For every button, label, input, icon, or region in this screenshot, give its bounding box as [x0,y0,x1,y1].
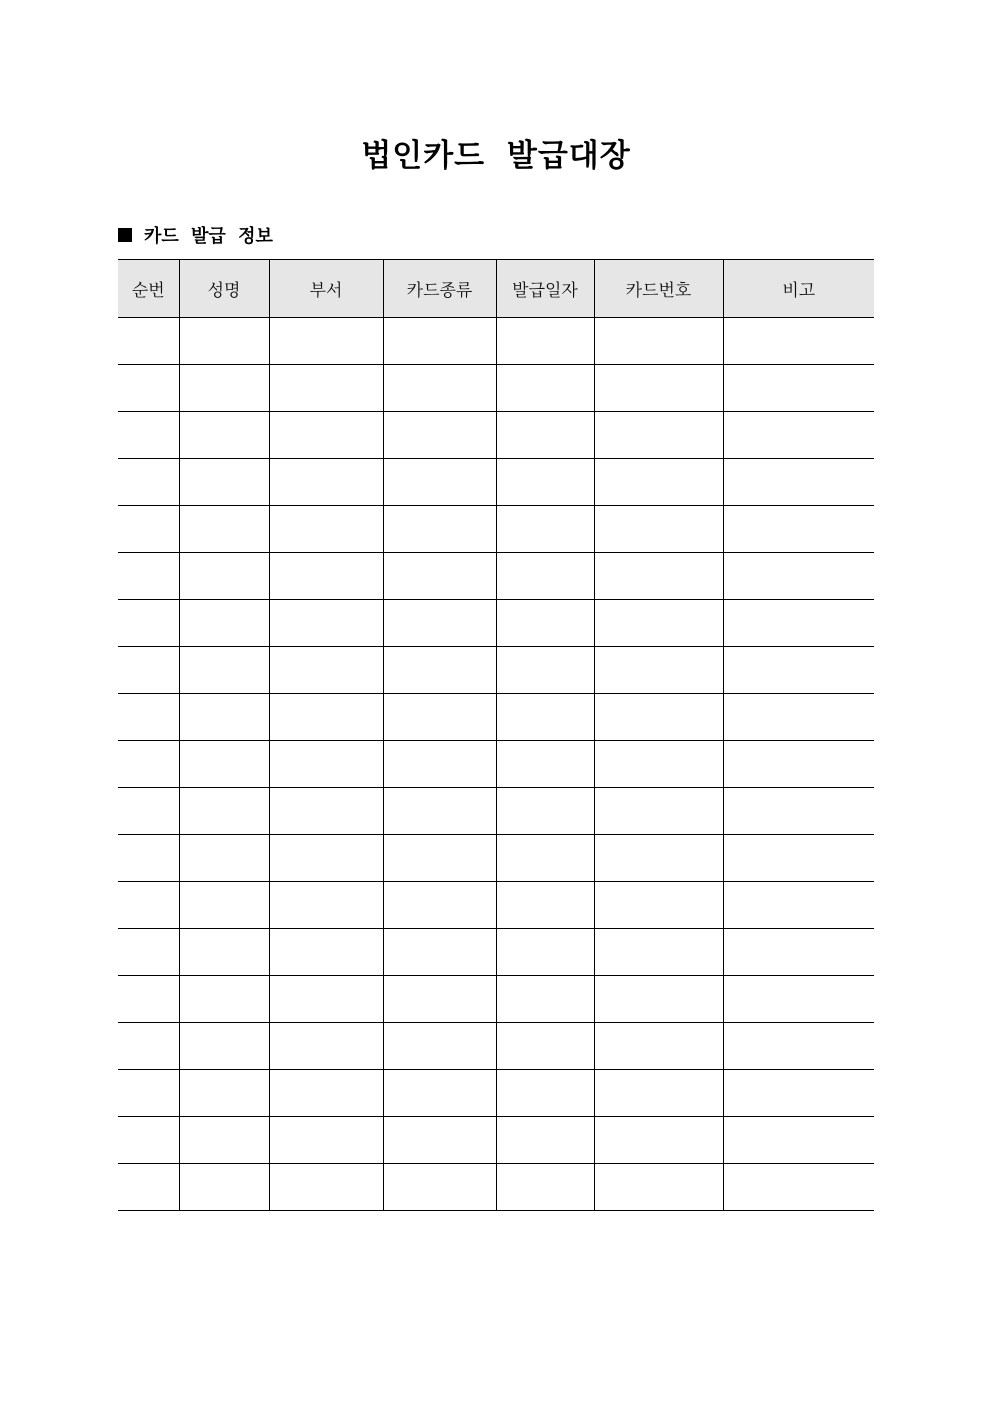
table-cell[interactable] [496,459,594,506]
table-cell[interactable] [594,459,723,506]
table-cell[interactable] [496,788,594,835]
table-cell[interactable] [383,318,496,365]
table-row [118,1070,874,1117]
table-cell[interactable] [269,929,383,976]
table-cell[interactable] [179,553,269,600]
table-row [118,647,874,694]
table-cell[interactable] [383,600,496,647]
table-cell[interactable] [383,741,496,788]
table-cell[interactable] [496,741,594,788]
table-cell[interactable] [118,976,179,1023]
table-cell[interactable] [179,318,269,365]
table-cell[interactable] [118,835,179,882]
table-cell[interactable] [496,1023,594,1070]
table-cell[interactable] [496,882,594,929]
table-cell[interactable] [383,1164,496,1211]
table-cell[interactable] [594,1023,723,1070]
table-cell[interactable] [383,929,496,976]
table-cell[interactable] [118,1164,179,1211]
table-row [118,976,874,1023]
table-row [118,788,874,835]
table-cell[interactable] [723,835,874,882]
table-cell[interactable] [269,694,383,741]
table-cell[interactable] [269,1023,383,1070]
table-cell[interactable] [594,506,723,553]
table-body [118,318,874,1211]
table-cell[interactable] [723,1023,874,1070]
table-cell[interactable] [723,788,874,835]
table-cell[interactable] [383,976,496,1023]
table-cell[interactable] [179,1164,269,1211]
column-header-issue-date: 발급일자 [496,260,594,318]
table-row [118,600,874,647]
table-cell[interactable] [723,647,874,694]
table-cell[interactable] [179,459,269,506]
table-cell[interactable] [269,318,383,365]
table-cell[interactable] [179,882,269,929]
table-cell[interactable] [269,647,383,694]
table-cell[interactable] [118,365,179,412]
table-cell[interactable] [496,1070,594,1117]
table-row [118,412,874,459]
table-cell[interactable] [594,788,723,835]
table-cell[interactable] [594,741,723,788]
table-cell[interactable] [269,1070,383,1117]
table-cell[interactable] [118,741,179,788]
table-cell[interactable] [179,694,269,741]
table-cell[interactable] [118,412,179,459]
table-cell[interactable] [118,882,179,929]
table-cell[interactable] [179,741,269,788]
table-cell[interactable] [496,1117,594,1164]
table-cell[interactable] [496,647,594,694]
table-cell[interactable] [383,365,496,412]
table-cell[interactable] [496,694,594,741]
table-cell[interactable] [269,741,383,788]
table-cell[interactable] [118,600,179,647]
table-cell[interactable] [594,694,723,741]
table-row [118,694,874,741]
table-cell[interactable] [594,1117,723,1164]
column-header-seq: 순번 [118,260,179,318]
table-header-row [118,260,874,318]
table-cell[interactable] [594,553,723,600]
table-cell[interactable] [269,600,383,647]
table-cell[interactable] [594,1164,723,1211]
table-cell[interactable] [269,835,383,882]
table-row [118,882,874,929]
table-cell[interactable] [723,365,874,412]
table-cell[interactable] [118,788,179,835]
table-cell[interactable] [594,600,723,647]
table-row [118,459,874,506]
table-cell[interactable] [496,365,594,412]
table-cell[interactable] [269,365,383,412]
table-cell[interactable] [496,318,594,365]
table-cell[interactable] [118,1117,179,1164]
table-cell[interactable] [594,835,723,882]
table-cell[interactable] [594,1070,723,1117]
table-cell[interactable] [383,1023,496,1070]
table-cell[interactable] [594,412,723,459]
table-cell[interactable] [383,882,496,929]
section-heading [118,221,273,249]
table-cell[interactable] [594,929,723,976]
table-cell[interactable] [594,647,723,694]
table-cell[interactable] [723,741,874,788]
table-cell[interactable] [269,1164,383,1211]
table-cell[interactable] [723,694,874,741]
table-cell[interactable] [496,506,594,553]
table-cell[interactable] [179,1070,269,1117]
black-square-icon [118,228,132,242]
table-cell[interactable] [118,1070,179,1117]
table-cell[interactable] [383,1117,496,1164]
table-cell[interactable] [383,459,496,506]
table-row [118,506,874,553]
table-cell[interactable] [723,929,874,976]
table-cell[interactable] [118,647,179,694]
table-cell[interactable] [723,459,874,506]
table-cell[interactable] [496,929,594,976]
page-title: 법인카드 발급대장 [361,138,631,174]
table-row [118,1023,874,1070]
table-cell[interactable] [179,1023,269,1070]
column-header-department: 부서 [269,260,383,318]
table-cell[interactable] [179,647,269,694]
table-row [118,553,874,600]
table-cell[interactable] [723,1164,874,1211]
table-cell[interactable] [118,459,179,506]
table-row [118,1117,874,1164]
column-header-remarks: 비고 [723,260,874,318]
table-cell[interactable] [269,459,383,506]
section-heading-label: 카드 발급 정보 [144,226,273,247]
table-cell[interactable] [269,412,383,459]
column-header-name: 성명 [179,260,269,318]
table-cell[interactable] [269,976,383,1023]
table-cell[interactable] [269,788,383,835]
table-cell[interactable] [269,882,383,929]
table-cell[interactable] [179,412,269,459]
table-cell[interactable] [723,1117,874,1164]
table-cell[interactable] [179,976,269,1023]
table-row [118,1164,874,1211]
table-cell[interactable] [594,976,723,1023]
table-cell[interactable] [383,553,496,600]
table-cell[interactable] [723,318,874,365]
table-cell[interactable] [179,600,269,647]
table-cell[interactable] [118,1023,179,1070]
card-issuance-table [118,259,874,1211]
table-cell[interactable] [269,506,383,553]
table-cell[interactable] [269,1117,383,1164]
table-cell[interactable] [496,412,594,459]
table-cell[interactable] [179,929,269,976]
table-cell[interactable] [496,976,594,1023]
table-cell[interactable] [594,882,723,929]
table-cell[interactable] [179,788,269,835]
table-cell[interactable] [594,318,723,365]
table-cell[interactable] [383,412,496,459]
table-cell[interactable] [496,835,594,882]
column-header-card-type: 카드종류 [383,260,496,318]
table-cell[interactable] [118,318,179,365]
table-cell[interactable] [383,835,496,882]
table-cell[interactable] [496,1164,594,1211]
table-cell[interactable] [269,553,383,600]
table-cell[interactable] [383,506,496,553]
table-cell[interactable] [118,553,179,600]
table-cell[interactable] [179,506,269,553]
table-cell[interactable] [118,506,179,553]
table-row [118,365,874,412]
table-row [118,929,874,976]
table-row [118,741,874,788]
table-row [118,318,874,365]
table-cell[interactable] [179,1117,269,1164]
table-cell[interactable] [383,694,496,741]
table-cell[interactable] [179,835,269,882]
table-cell[interactable] [594,365,723,412]
table-cell[interactable] [723,976,874,1023]
table-cell[interactable] [723,882,874,929]
column-header-card-number: 카드번호 [594,260,723,318]
table-cell[interactable] [496,600,594,647]
table-cell[interactable] [383,1070,496,1117]
table-cell[interactable] [496,553,594,600]
table-cell[interactable] [179,365,269,412]
table-cell[interactable] [118,694,179,741]
table-cell[interactable] [723,553,874,600]
table-cell[interactable] [118,929,179,976]
table-cell[interactable] [383,647,496,694]
table-cell[interactable] [723,412,874,459]
table-cell[interactable] [723,506,874,553]
table-cell[interactable] [723,600,874,647]
table-cell[interactable] [383,788,496,835]
table-row [118,835,874,882]
table-cell[interactable] [723,1070,874,1117]
